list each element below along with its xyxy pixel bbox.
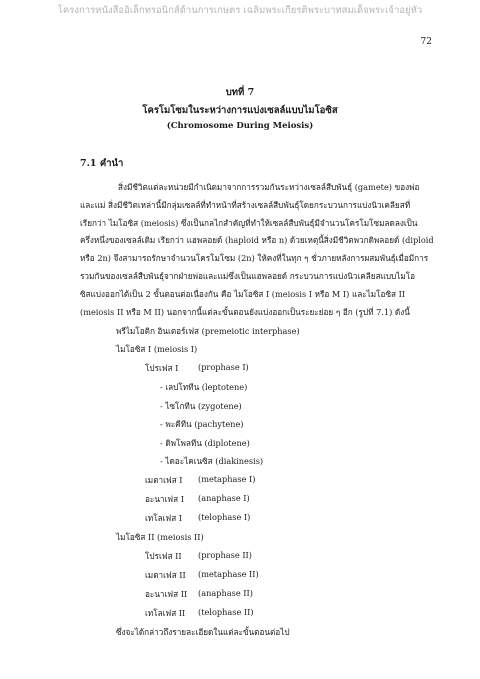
substage-zygotene: - ไซโกทีน (zygotene) xyxy=(160,401,242,411)
chapter-title-thai: โครโมโซมในระหว่างการแบ่งเซลล์แบบไมโอซิส xyxy=(142,105,338,116)
substage-diakinesis: - ไดอะไคเนซิส (diakinesis) xyxy=(160,456,264,466)
stage-label-english: (telophase I) xyxy=(198,512,251,522)
stage-meiosis-2: ไมโอซิส II (meiosis II) xyxy=(116,532,204,542)
project-header: โครงการหนังสืออิเล็กทรอนิกส์ด้านการเกษตร เฉลิมพระเกียรติพระบาทสมเด็จพระเจ้าอยู่หัว xyxy=(57,5,423,16)
substage-pachytene: - พะคีทีน (pachytene) xyxy=(160,419,244,429)
page-number: 72 xyxy=(420,37,432,47)
chapter-title: บทที่ 7 xyxy=(225,87,255,98)
intro-paragraph xyxy=(80,179,432,321)
paragraph-line: หรือ 2n) จึงสามารถรักษาจำนวนโครโมโซม (2n) ให้คงที่ในทุก ๆ ชั่วภายหลังการผสมพันธุ์เมื่อมีการ xyxy=(80,253,429,264)
stage-label-english: (prophase I) xyxy=(198,362,249,372)
stage-label-english: (anaphase I) xyxy=(198,493,250,503)
stage-label-thai: โปรเฟส I xyxy=(145,363,179,373)
paragraph-line: รวมกันของเซลล์สืบพันธุ์จากฝ่ายพ่อและแม่ซึ่งเป็นแฮพลอยด์ กระบวนการแบ่งนิวเคลียสแบบไมโอ xyxy=(80,270,416,281)
stage-label-english: (prophase II) xyxy=(198,550,252,560)
stage-label-english: (metaphase I) xyxy=(198,474,256,484)
stage-label-thai: อะนาเฟส I xyxy=(145,494,184,504)
chapter-title-english: (Chromosome During Meiosis) xyxy=(166,121,314,131)
stage-anaphase-1 xyxy=(145,493,250,506)
stage-label-thai: เทโลเฟส I xyxy=(145,513,183,523)
stage-premeiotic: พรีไมโอติก อินเตอร์เฟส (premeiotic interphase) xyxy=(116,326,300,336)
stage-label-english: (telophase II) xyxy=(198,607,254,617)
paragraph-line: และแม่ สิ่งมีชีวิตเหล่านี้มีกลุ่มเซลล์ที่ทำหน้าที่สร้างเซลล์สืบพันธุ์โดยกระบวนการแบ่งนิวเคลียสที่ xyxy=(80,199,411,210)
stage-anaphase-2 xyxy=(145,588,253,601)
stage-label-thai: อะนาเฟส II xyxy=(145,589,188,599)
stage-prophase-1 xyxy=(145,362,249,375)
substage-leptotene: - เลปโททีน (leptotene) xyxy=(160,382,248,392)
paragraph-line: สิ่งมีชีวิตแต่ละหน่วยมีกำเนิดมาจากการรวมกันระหว่างเซลล์สืบพันธุ์ (gamete) ของพ่อ xyxy=(118,182,420,192)
stage-prophase-2 xyxy=(145,550,252,563)
paragraph-line: ครึ่งหนึ่งของเซลล์เดิม เรียกว่า แฮพลอยด์ (haploid หรือ n) ด้วยเหตุนี้สิ่งมีชีวิตพวกดิพลอยด์ (diploid xyxy=(80,235,434,246)
paragraph-line: ซิสแบ่งออกได้เป็น 2 ขั้นตอนต่อเนื่องกัน คือ ไมโอซิส I (meiosis I หรือ M I) และไมโอซิส II xyxy=(80,288,406,299)
stage-meiosis-1: ไมโอซิส I (meiosis I) xyxy=(116,344,198,354)
stage-metaphase-2 xyxy=(145,569,259,582)
stage-label-english: (anaphase II) xyxy=(198,588,253,598)
stage-telophase-1 xyxy=(145,512,251,525)
stage-telophase-2 xyxy=(145,607,254,620)
section-heading: 7.1 คำนำ xyxy=(80,158,124,169)
substage-diplotene: - ดิพโพลทีน (diplotene) xyxy=(160,438,250,448)
stage-label-thai: เมตาเฟส II xyxy=(145,570,186,580)
paragraph-line: (meiosis II หรือ M II) นอกจากนี้แต่ละขั้นตอนยังแบ่งออกเป็นระยะย่อย ๆ อีก (รูปที่ 7.1) ดังนี้ xyxy=(80,306,410,317)
stage-label-english: (metaphase II) xyxy=(198,569,259,579)
stage-label-thai: เมตาเฟส I xyxy=(145,475,183,485)
stage-label-thai: โปรเฟส II xyxy=(145,551,182,561)
stage-metaphase-1 xyxy=(145,474,256,487)
stage-label-thai: เทโลเฟส II xyxy=(145,608,186,618)
closing-text: ซึ่งจะได้กล่าวถึงรายละเอียดในแต่ละขั้นตอนต่อไป xyxy=(116,627,290,637)
paragraph-line: เรียกว่า ไมโอซิส (meiosis) ซึ่งเป็นกลไกสำคัญที่ทำให้เซลล์สืบพันธุ์มีจำนวนโครโมโซมลดลงเป็น xyxy=(80,217,418,228)
